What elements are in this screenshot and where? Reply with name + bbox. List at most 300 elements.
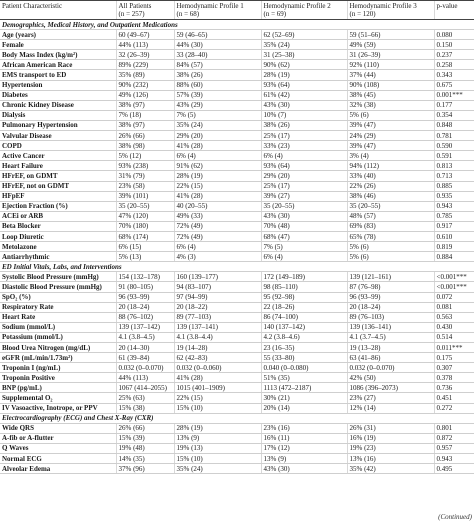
cell-all-patients: 7% (18) <box>116 110 174 120</box>
cell-p-value: 0.001*** <box>434 90 474 100</box>
table-row <box>0 423 474 433</box>
table-row <box>0 443 474 453</box>
cell-profile-1: 1015 (401–1909) <box>174 383 261 393</box>
cell-profile-1: 0.032 (0–0.060) <box>174 363 261 373</box>
cell-profile-2: 38% (26) <box>261 120 347 130</box>
table-row <box>0 454 474 464</box>
row-label: Heart Failure <box>0 161 116 171</box>
cell-profile-2: 29% (20) <box>261 171 347 181</box>
cell-all-patients: 38% (97) <box>116 120 174 130</box>
cell-profile-2: 140 (137–142) <box>261 322 347 332</box>
table-row <box>0 191 474 201</box>
cell-profile-3: 13% (16) <box>347 454 434 464</box>
cell-all-patients: 47% (120) <box>116 211 174 221</box>
cell-p-value: 0.081 <box>434 302 474 312</box>
row-label: Metolazone <box>0 242 116 252</box>
section-row <box>0 20 474 30</box>
row-label: HFpEF <box>0 191 116 201</box>
cell-p-value: 0.514 <box>434 332 474 342</box>
cell-profile-3: 33% (40) <box>347 171 434 181</box>
table-row <box>0 282 474 292</box>
cell-profile-1: 59 (46–65) <box>174 30 261 40</box>
cell-profile-3: 19 (13–28) <box>347 343 434 353</box>
cell-profile-2: 13% (9) <box>261 454 347 464</box>
row-label: Diabetes <box>0 90 116 100</box>
cell-all-patients: 44% (113) <box>116 373 174 383</box>
section-row <box>0 262 474 272</box>
cell-profile-2: 93% (64) <box>261 161 347 171</box>
header-all-patients: All Patients (n = 257) <box>116 1 174 20</box>
row-label: Potassium (mmol/L) <box>0 332 116 342</box>
cell-profile-2: 90% (62) <box>261 60 347 70</box>
cell-profile-3: 23% (27) <box>347 393 434 403</box>
cell-profile-2: 31 (25–38) <box>261 50 347 60</box>
cell-p-value: 0.175 <box>434 353 474 363</box>
row-label: Respiratory Rate <box>0 302 116 312</box>
row-label: Beta Blocker <box>0 221 116 231</box>
cell-profile-1: 19% (13) <box>174 443 261 453</box>
cell-p-value: 0.430 <box>434 322 474 332</box>
cell-profile-2: 16% (11) <box>261 433 347 443</box>
row-label: Female <box>0 40 116 50</box>
table-row <box>0 302 474 312</box>
cell-profile-3: 19% (23) <box>347 443 434 453</box>
row-label: Ejection Fraction (%) <box>0 201 116 211</box>
cell-all-patients: 88 (76–102) <box>116 312 174 322</box>
cell-profile-3: 32% (38) <box>347 100 434 110</box>
header-profile-3: Hemodynamic Profile 3 (n = 120) <box>347 1 434 20</box>
cell-profile-1: 41% (28) <box>174 373 261 383</box>
cell-profile-2: 43% (30) <box>261 100 347 110</box>
table-row <box>0 383 474 393</box>
table-row <box>0 70 474 80</box>
cell-p-value: 0.819 <box>434 242 474 252</box>
cell-p-value: 0.258 <box>434 60 474 70</box>
cell-profile-3: 87 (76–98) <box>347 282 434 292</box>
cell-p-value: <0.001*** <box>434 282 474 292</box>
table-row <box>0 353 474 363</box>
section-heading: Electrocardiography (ECG) and Chest X-Ray (CXR) <box>0 413 474 423</box>
cell-p-value: 0.935 <box>434 191 474 201</box>
table-row <box>0 131 474 141</box>
table-row <box>0 403 474 413</box>
cell-profile-3: 24% (29) <box>347 131 434 141</box>
cell-profile-3: 42% (50) <box>347 373 434 383</box>
cell-profile-2: 7% (5) <box>261 242 347 252</box>
cell-p-value: 0.150 <box>434 40 474 50</box>
cell-profile-2: 93% (64) <box>261 80 347 90</box>
cell-profile-1: 6% (4) <box>174 242 261 252</box>
cell-p-value: 0.237 <box>434 50 474 60</box>
cell-profile-3: 20 (18–24) <box>347 302 434 312</box>
row-label: Loop Diuretic <box>0 231 116 241</box>
cell-profile-2: 23% (16) <box>261 423 347 433</box>
table-row <box>0 80 474 90</box>
cell-profile-1: 4.1 (3.8–4.4) <box>174 332 261 342</box>
row-label: HFrEF, not on GDMT <box>0 181 116 191</box>
row-label: Dialysis <box>0 110 116 120</box>
row-label: Supplemental O₂ <box>0 393 116 403</box>
table-row <box>0 332 474 342</box>
table-header <box>0 1 474 20</box>
table-row <box>0 201 474 211</box>
row-label: Wide QRS <box>0 423 116 433</box>
table-row <box>0 292 474 302</box>
row-label: Sodium (mmol/L) <box>0 322 116 332</box>
cell-p-value: 0.943 <box>434 454 474 464</box>
cell-p-value: 0.872 <box>434 433 474 443</box>
row-label: eGFR (mL/min/1.73m²) <box>0 353 116 363</box>
cell-all-patients: 31% (79) <box>116 171 174 181</box>
cell-p-value: 0.885 <box>434 181 474 191</box>
cell-profile-2: 6% (4) <box>261 151 347 161</box>
cell-profile-2: 35 (20–55) <box>261 201 347 211</box>
cell-p-value: 0.272 <box>434 403 474 413</box>
cell-p-value: 0.495 <box>434 464 474 474</box>
cell-all-patients: 139 (137–142) <box>116 322 174 332</box>
cell-profile-2: 4.2 (3.8–4.6) <box>261 332 347 342</box>
cell-profile-3: 38% (46) <box>347 191 434 201</box>
cell-all-patients: 35 (20–55) <box>116 201 174 211</box>
cell-profile-2: 22 (18–26) <box>261 302 347 312</box>
cell-profile-2: 39% (27) <box>261 191 347 201</box>
cell-profile-3: 12% (14) <box>347 403 434 413</box>
cell-profile-3: 5% (6) <box>347 252 434 262</box>
cell-all-patients: 61 (39–84) <box>116 353 174 363</box>
table-row <box>0 242 474 252</box>
table-row <box>0 110 474 120</box>
cell-all-patients: 4.1 (3.8–4.5) <box>116 332 174 342</box>
cell-all-patients: 39% (101) <box>116 191 174 201</box>
cell-profile-3: 65% (78) <box>347 231 434 241</box>
cell-profile-1: 40 (20–55) <box>174 201 261 211</box>
cell-profile-3: 92% (110) <box>347 60 434 70</box>
table-row <box>0 363 474 373</box>
cell-profile-1: 89 (77–103) <box>174 312 261 322</box>
cell-profile-2: 20% (14) <box>261 403 347 413</box>
cell-p-value: 0.307 <box>434 363 474 373</box>
cell-all-patients: 96 (93–99) <box>116 292 174 302</box>
cell-profile-2: 28% (19) <box>261 70 347 80</box>
table-row <box>0 272 474 282</box>
cell-all-patients: 20 (14–30) <box>116 343 174 353</box>
table-row <box>0 141 474 151</box>
cell-profile-1: 84% (57) <box>174 60 261 70</box>
cell-p-value: 0.378 <box>434 373 474 383</box>
table-row <box>0 231 474 241</box>
row-label: Systolic Blood Pressure (mmHg) <box>0 272 116 282</box>
cell-profile-1: 22% (15) <box>174 393 261 403</box>
cell-profile-1: 15% (10) <box>174 403 261 413</box>
table-row <box>0 171 474 181</box>
row-label: ACEi or ARB <box>0 211 116 221</box>
cell-profile-2: 17% (12) <box>261 443 347 453</box>
cell-p-value: 0.884 <box>434 252 474 262</box>
cell-profile-1: 94 (83–107) <box>174 282 261 292</box>
cell-profile-3: 37% (44) <box>347 70 434 80</box>
table-row <box>0 221 474 231</box>
cell-all-patients: 19% (48) <box>116 443 174 453</box>
cell-profile-1: 139 (137–141) <box>174 322 261 332</box>
table-row <box>0 464 474 474</box>
cell-p-value: 0.813 <box>434 161 474 171</box>
table-row <box>0 181 474 191</box>
cell-profile-2: 98 (85–110) <box>261 282 347 292</box>
cell-all-patients: 5% (12) <box>116 151 174 161</box>
cell-all-patients: 60 (49–67) <box>116 30 174 40</box>
cell-profile-3: 94% (112) <box>347 161 434 171</box>
row-label: Body Mass Index (kg/m²) <box>0 50 116 60</box>
cell-p-value: 0.943 <box>434 201 474 211</box>
cell-profile-1: 13% (9) <box>174 433 261 443</box>
row-label: African American Race <box>0 60 116 70</box>
cell-p-value: 0.610 <box>434 231 474 241</box>
cell-profile-1: 4% (3) <box>174 252 261 262</box>
row-label: Pulmonary Hypertension <box>0 120 116 130</box>
cell-profile-1: 20 (18–22) <box>174 302 261 312</box>
cell-profile-1: 88% (60) <box>174 80 261 90</box>
cell-profile-3: 39% (47) <box>347 120 434 130</box>
row-label: Normal ECG <box>0 454 116 464</box>
table-row <box>0 90 474 100</box>
cell-profile-2: 55 (33–80) <box>261 353 347 363</box>
cell-all-patients: 20 (18–24) <box>116 302 174 312</box>
cell-all-patients: 91 (80–105) <box>116 282 174 292</box>
cell-profile-3: 59 (51–66) <box>347 30 434 40</box>
cell-all-patients: 1067 (414–2055) <box>116 383 174 393</box>
row-label: Age (years) <box>0 30 116 40</box>
cell-profile-1: 28% (19) <box>174 171 261 181</box>
cell-all-patients: 37% (96) <box>116 464 174 474</box>
cell-profile-3: 139 (121–161) <box>347 272 434 282</box>
row-label: Blood Urea Nitrogen (mg/dL) <box>0 343 116 353</box>
header-row <box>0 1 474 20</box>
row-label: Diastolic Blood Pressure (mmHg) <box>0 282 116 292</box>
cell-all-patients: 26% (66) <box>116 423 174 433</box>
cell-profile-1: 44% (30) <box>174 40 261 50</box>
cell-p-value: 0.736 <box>434 383 474 393</box>
cell-profile-1: 29% (20) <box>174 131 261 141</box>
cell-p-value: 0.590 <box>434 141 474 151</box>
cell-profile-3: 89 (76–103) <box>347 312 434 322</box>
row-label: HFrEF, on GDMT <box>0 171 116 181</box>
cell-all-patients: 154 (132–178) <box>116 272 174 282</box>
cell-profile-2: 62 (52–69) <box>261 30 347 40</box>
cell-profile-1: 15% (10) <box>174 454 261 464</box>
cell-profile-3: 26% (31) <box>347 423 434 433</box>
cell-all-patients: 49% (126) <box>116 90 174 100</box>
table-row <box>0 373 474 383</box>
cell-profile-2: 10% (7) <box>261 110 347 120</box>
cell-p-value: 0.451 <box>434 393 474 403</box>
cell-all-patients: 23% (58) <box>116 181 174 191</box>
row-label: COPD <box>0 141 116 151</box>
table-row <box>0 433 474 443</box>
cell-p-value: 0.011*** <box>434 343 474 353</box>
cell-profile-3: 48% (57) <box>347 211 434 221</box>
cell-all-patients: 25% (63) <box>116 393 174 403</box>
row-label: IV Vasoactive, Inotrope, or PPV <box>0 403 116 413</box>
section-heading: Demographics, Medical History, and Outpatient Medications <box>0 20 474 30</box>
row-label: Valvular Disease <box>0 131 116 141</box>
cell-all-patients: 6% (15) <box>116 242 174 252</box>
cell-p-value: 0.785 <box>434 211 474 221</box>
cell-profile-1: 62 (42–83) <box>174 353 261 363</box>
cell-profile-2: 30% (21) <box>261 393 347 403</box>
header-profile-1: Hemodynamic Profile 1 (n = 68) <box>174 1 261 20</box>
cell-profile-2: 95 (92–98) <box>261 292 347 302</box>
table-row <box>0 151 474 161</box>
cell-profile-3: 139 (136–141) <box>347 322 434 332</box>
cell-profile-2: 1113 (472–2187) <box>261 383 347 393</box>
row-label: SpO₂ (%) <box>0 292 116 302</box>
cell-profile-3: 5% (6) <box>347 110 434 120</box>
table-row <box>0 100 474 110</box>
table-row <box>0 50 474 60</box>
continued-note: (Continued) <box>438 513 472 521</box>
table-row <box>0 252 474 262</box>
cell-profile-2: 68% (47) <box>261 231 347 241</box>
table-row <box>0 161 474 171</box>
cell-profile-3: 16% (19) <box>347 433 434 443</box>
header-p-value: p-value <box>434 1 474 20</box>
cell-profile-2: 43% (30) <box>261 211 347 221</box>
cell-p-value: 0.675 <box>434 80 474 90</box>
cell-p-value: 0.072 <box>434 292 474 302</box>
cell-all-patients: 70% (180) <box>116 221 174 231</box>
table-row <box>0 322 474 332</box>
cell-profile-2: 61% (42) <box>261 90 347 100</box>
cell-all-patients: 38% (98) <box>116 141 174 151</box>
cell-all-patients: 90% (232) <box>116 80 174 90</box>
header-patient-characteristic: Patient Characteristic <box>0 1 116 20</box>
cell-p-value: 0.801 <box>434 423 474 433</box>
cell-profile-1: 41% (28) <box>174 191 261 201</box>
cell-profile-3: 31 (26–39) <box>347 50 434 60</box>
row-label: Alveolar Edema <box>0 464 116 474</box>
row-label: Antiarrhythmic <box>0 252 116 262</box>
cell-profile-1: 6% (4) <box>174 151 261 161</box>
cell-profile-2: 25% (17) <box>261 131 347 141</box>
cell-p-value: <0.001*** <box>434 272 474 282</box>
row-label: Q Waves <box>0 443 116 453</box>
cell-all-patients: 38% (97) <box>116 100 174 110</box>
cell-profile-2: 70% (48) <box>261 221 347 231</box>
cell-profile-1: 22% (15) <box>174 181 261 191</box>
table-row <box>0 30 474 40</box>
table-body <box>0 20 474 474</box>
cell-profile-1: 35% (24) <box>174 120 261 130</box>
table-row <box>0 120 474 130</box>
cell-profile-3: 22% (26) <box>347 181 434 191</box>
table-row <box>0 60 474 70</box>
cell-profile-3: 4.1 (3.7–4.5) <box>347 332 434 342</box>
cell-profile-3: 0.032 (0–0.070) <box>347 363 434 373</box>
row-label: Heart Rate <box>0 312 116 322</box>
cell-profile-3: 35 (20–55) <box>347 201 434 211</box>
row-label: Troponin Positive <box>0 373 116 383</box>
cell-profile-2: 51% (35) <box>261 373 347 383</box>
cell-all-patients: 14% (35) <box>116 454 174 464</box>
cell-profile-1: 33 (28–40) <box>174 50 261 60</box>
cell-profile-2: 43% (30) <box>261 464 347 474</box>
cell-p-value: 0.354 <box>434 110 474 120</box>
cell-p-value: 0.848 <box>434 120 474 130</box>
cell-profile-2: 0.040 (0–0.080) <box>261 363 347 373</box>
cell-p-value: 0.343 <box>434 70 474 80</box>
row-label: Chronic Kidney Disease <box>0 100 116 110</box>
cell-all-patients: 0.032 (0–0.070) <box>116 363 174 373</box>
cell-profile-2: 25% (17) <box>261 181 347 191</box>
row-label: A-fib or A-flutter <box>0 433 116 443</box>
cell-profile-1: 19 (14–28) <box>174 343 261 353</box>
cell-profile-2: 35% (24) <box>261 40 347 50</box>
cell-profile-3: 39% (47) <box>347 141 434 151</box>
row-label: BNP (pg/mL) <box>0 383 116 393</box>
cell-p-value: 0.781 <box>434 131 474 141</box>
cell-profile-3: 63 (41–86) <box>347 353 434 363</box>
cell-profile-2: 23 (16–35) <box>261 343 347 353</box>
cell-all-patients: 5% (13) <box>116 252 174 262</box>
row-label: EMS transport to ED <box>0 70 116 80</box>
cell-profile-2: 33% (23) <box>261 141 347 151</box>
cell-profile-1: 97 (94–99) <box>174 292 261 302</box>
cell-profile-1: 91% (62) <box>174 161 261 171</box>
cell-all-patients: 15% (38) <box>116 403 174 413</box>
cell-profile-1: 38% (26) <box>174 70 261 80</box>
cell-profile-3: 3% (4) <box>347 151 434 161</box>
cell-profile-3: 69% (83) <box>347 221 434 231</box>
cell-all-patients: 26% (66) <box>116 131 174 141</box>
table-row <box>0 393 474 403</box>
cell-profile-1: 28% (19) <box>174 423 261 433</box>
cell-p-value: 0.080 <box>434 30 474 40</box>
cell-profile-1: 43% (29) <box>174 100 261 110</box>
table-row <box>0 312 474 322</box>
cell-all-patients: 93% (238) <box>116 161 174 171</box>
cell-all-patients: 35% (89) <box>116 70 174 80</box>
cell-profile-3: 96 (93–99) <box>347 292 434 302</box>
table-row <box>0 211 474 221</box>
cell-profile-3: 5% (6) <box>347 242 434 252</box>
cell-profile-1: 160 (139–177) <box>174 272 261 282</box>
section-heading: ED Initial Vitals, Labs, and Interventions <box>0 262 474 272</box>
cell-all-patients: 15% (39) <box>116 433 174 443</box>
cell-profile-2: 172 (149–189) <box>261 272 347 282</box>
cell-profile-1: 7% (5) <box>174 110 261 120</box>
row-label: Hypertension <box>0 80 116 90</box>
table-row <box>0 343 474 353</box>
cell-all-patients: 32 (26–39) <box>116 50 174 60</box>
cell-p-value: 0.563 <box>434 312 474 322</box>
cell-profile-1: 41% (28) <box>174 141 261 151</box>
cell-profile-3: 49% (59) <box>347 40 434 50</box>
cell-all-patients: 68% (174) <box>116 231 174 241</box>
cell-all-patients: 44% (113) <box>116 40 174 50</box>
cell-profile-1: 35% (24) <box>174 464 261 474</box>
cell-profile-1: 72% (49) <box>174 231 261 241</box>
cell-profile-2: 6% (4) <box>261 252 347 262</box>
cell-all-patients: 89% (229) <box>116 60 174 70</box>
cell-p-value: 0.177 <box>434 100 474 110</box>
row-label: Troponin I (ng/mL) <box>0 363 116 373</box>
table-row <box>0 40 474 50</box>
cell-profile-1: 49% (33) <box>174 211 261 221</box>
cell-p-value: 0.957 <box>434 443 474 453</box>
cell-profile-3: 1086 (396–2073) <box>347 383 434 393</box>
cell-profile-1: 57% (39) <box>174 90 261 100</box>
cell-profile-3: 35% (42) <box>347 464 434 474</box>
